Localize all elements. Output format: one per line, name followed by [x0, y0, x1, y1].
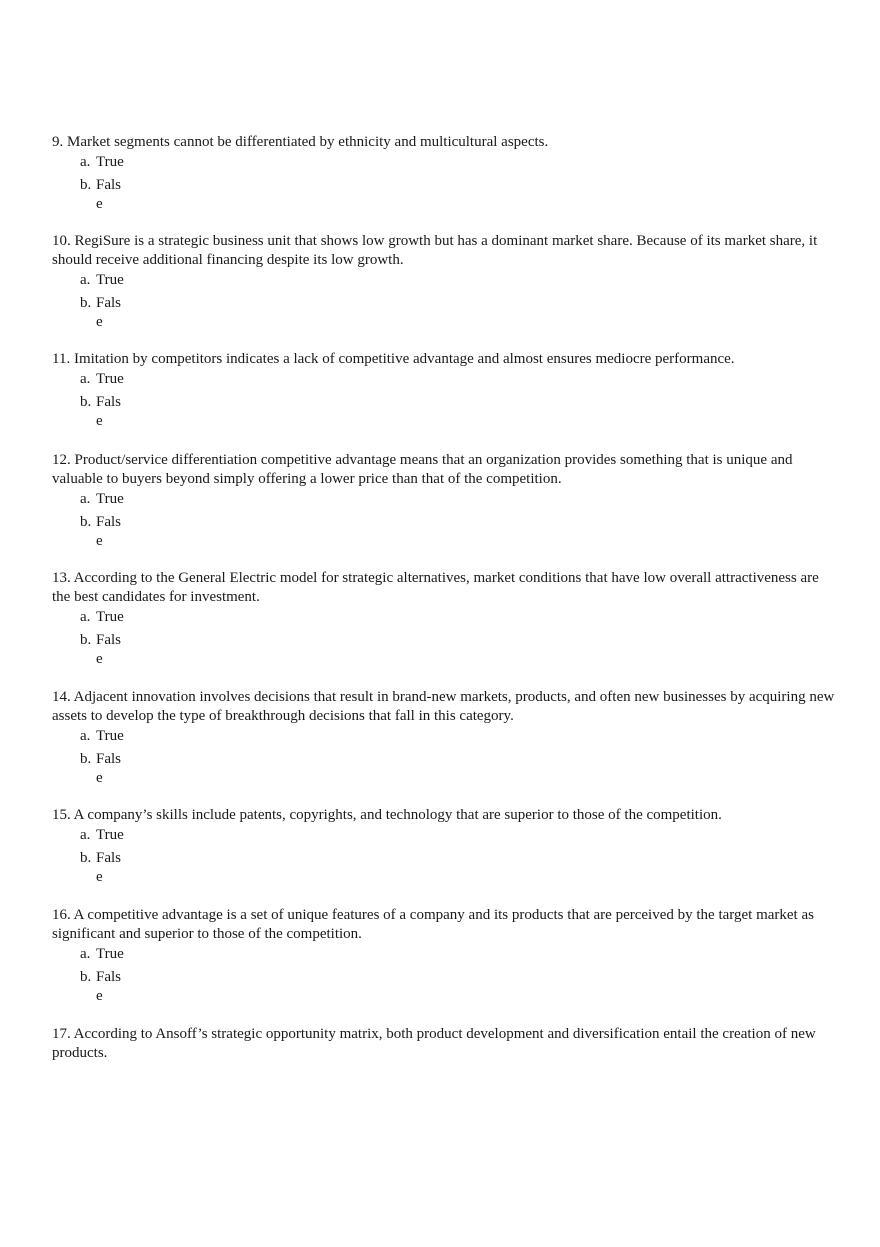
question-11 [52, 350, 837, 431]
option-label: True [96, 491, 124, 507]
option-b[interactable] [80, 294, 837, 313]
answer-options [80, 490, 837, 551]
option-label: Fals [96, 751, 122, 767]
question-text: 14. Adjacent innovation involves decisions that result in brand-new markets, products, and often new businesses by acquiring new assets to develop the type of breakthrough decisions that fall in this category. [52, 689, 835, 724]
option-label: True [96, 827, 124, 843]
option-a[interactable] [80, 608, 837, 627]
answer-options [80, 271, 837, 332]
question-text: 9. Market segments cannot be differentiated by ethnicity and multicultural aspects. [52, 134, 549, 150]
answer-options [80, 370, 837, 431]
question-text: 10. RegiSure is a strategic business unit that shows low growth but has a dominant market share. Because of its market share, it should receive additional financing despite its low growth. [52, 233, 818, 268]
question-10 [52, 232, 837, 332]
option-a[interactable] [80, 727, 837, 746]
option-b[interactable] [80, 393, 837, 412]
option-label: Fals [96, 295, 122, 311]
option-letter: b. [80, 394, 92, 410]
option-letter: a. [80, 491, 91, 507]
question-text: 12. Product/service differentiation competitive advantage means that an organization provides something that is unique and valuable to buyers beyond simply offering a lower price than that of the competition. [52, 452, 793, 487]
question-12 [52, 451, 837, 551]
option-label-wrap: e [96, 314, 103, 330]
option-a[interactable] [80, 271, 837, 290]
option-letter: a. [80, 609, 91, 625]
option-letter: b. [80, 751, 92, 767]
question-text: 16. A competitive advantage is a set of unique features of a company and its products that are perceived by the target market as significant and superior to those of the competition. [52, 907, 814, 942]
option-label: Fals [96, 969, 122, 985]
option-a[interactable] [80, 945, 837, 964]
answer-options [80, 727, 837, 788]
option-b[interactable] [80, 176, 837, 195]
option-letter: b. [80, 295, 92, 311]
question-text: 13. According to the General Electric model for strategic alternatives, market conditions that have low overall attractiveness are the best candidates for investment. [52, 570, 819, 605]
option-label: True [96, 609, 124, 625]
option-letter: a. [80, 827, 91, 843]
option-letter: a. [80, 946, 91, 962]
answer-options [80, 153, 837, 214]
option-letter: b. [80, 969, 92, 985]
option-b[interactable] [80, 631, 837, 650]
option-label-wrap: e [96, 413, 103, 429]
question-14 [52, 688, 837, 788]
answer-options [80, 608, 837, 669]
option-label: Fals [96, 514, 122, 530]
option-b[interactable] [80, 968, 837, 987]
option-letter: b. [80, 177, 92, 193]
question-text: 15. A company’s skills include patents, copyrights, and technology that are superior to those of the competition. [52, 807, 722, 823]
answer-options [80, 826, 837, 887]
answer-options [80, 945, 837, 1006]
option-label: Fals [96, 394, 122, 410]
option-label: True [96, 272, 124, 288]
question-text: 11. Imitation by competitors indicates a lack of competitive advantage and almost ensures mediocre performance. [52, 351, 735, 367]
option-label-wrap: e [96, 988, 103, 1004]
option-letter: b. [80, 514, 92, 530]
option-b[interactable] [80, 513, 837, 532]
option-label-wrap: e [96, 869, 103, 885]
option-a[interactable] [80, 490, 837, 509]
option-label-wrap: e [96, 770, 103, 786]
question-text: 17. According to Ansoff’s strategic opportunity matrix, both product development and diversification entail the creation of new products. [52, 1026, 816, 1061]
question-15 [52, 806, 837, 887]
option-letter: a. [80, 728, 91, 744]
option-label: True [96, 946, 124, 962]
question-17 [52, 1025, 837, 1063]
option-letter: b. [80, 850, 92, 866]
option-label: Fals [96, 632, 122, 648]
option-label: Fals [96, 850, 122, 866]
question-16 [52, 906, 837, 1006]
option-a[interactable] [80, 153, 837, 172]
option-label-wrap: e [96, 533, 103, 549]
option-label: True [96, 154, 124, 170]
option-a[interactable] [80, 826, 837, 845]
option-label: True [96, 728, 124, 744]
option-label-wrap: e [96, 651, 103, 667]
option-label: True [96, 371, 124, 387]
option-letter: a. [80, 272, 91, 288]
option-b[interactable] [80, 750, 837, 769]
option-a[interactable] [80, 370, 837, 389]
option-letter: b. [80, 632, 92, 648]
option-label: Fals [96, 177, 122, 193]
option-letter: a. [80, 154, 91, 170]
question-13 [52, 569, 837, 669]
option-b[interactable] [80, 849, 837, 868]
option-letter: a. [80, 371, 91, 387]
option-label-wrap: e [96, 196, 103, 212]
question-9 [52, 133, 837, 214]
